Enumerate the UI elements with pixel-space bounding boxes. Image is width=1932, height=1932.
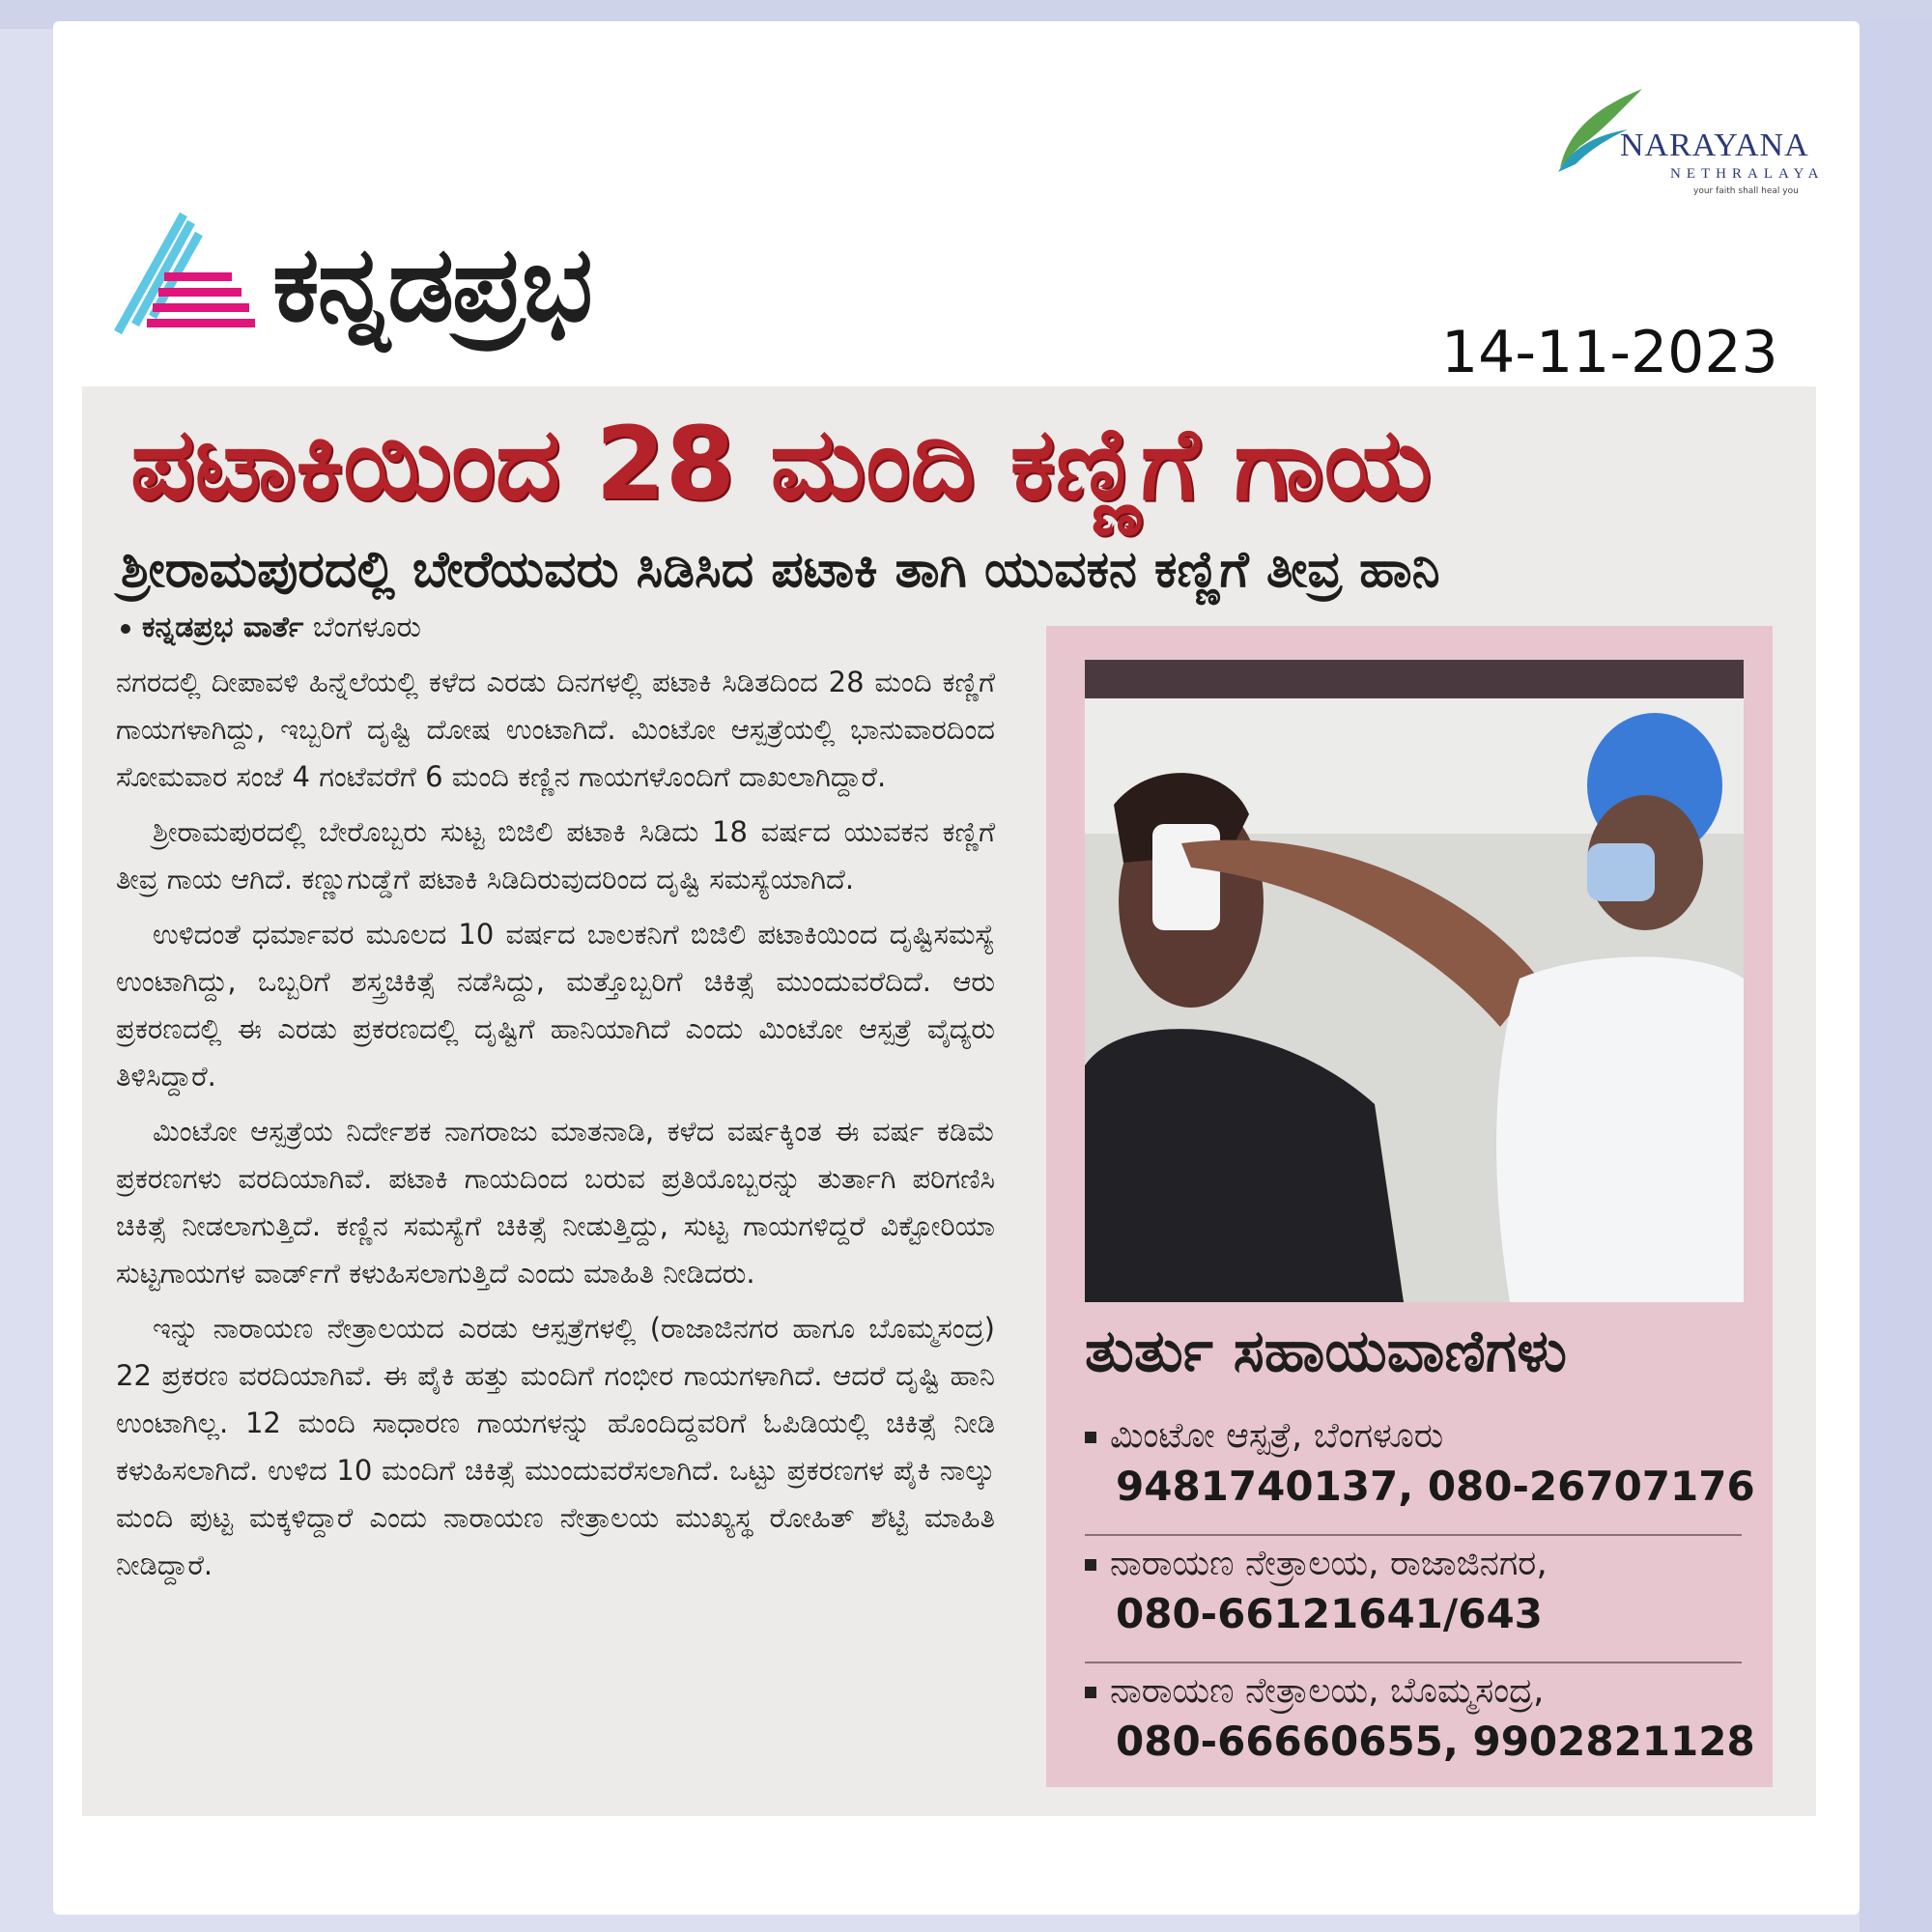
byline-place: ಬೆಂಗಳೂರು (312, 611, 421, 644)
article-paragraph: ನಗರದಲ್ಲಿ ದೀಪಾವಳಿ ಹಿನ್ನೆಲೆಯಲ್ಲಿ ಕಳೆದ ಎರಡು ದಿನಗಳಲ್ಲಿ ಪಟಾಕಿ ಸಿಡಿತದಿಂದ 28 ಮಂದಿ ಕಣ್ಣಿಗೆ ಗಾಯಗಳಾಗಿದ್ದು, ಇಬ್ಬರಿಗೆ ದೃಷ್ಟಿ ದೋಷ ಉಂಟಾಗಿದೆ. ಮಿಂಟೋ ಆಸ್ಪತ್ರೆಯಲ್ಲಿ ಭಾನುವಾರದಿಂದ ಸೋಮವಾರ ಸಂಜೆ 4 ಗಂಟೆವರೆಗೆ 6 ಮಂದಿ ಕಣ್ಣಿನ ಗಾಯಗಳೊಂದಿಗೆ ದಾಖಲಾಗಿದ್ದಾರೆ. (116, 666, 995, 793)
kannada-prabha-logo-icon (114, 209, 267, 336)
square-bullet-icon (1085, 1432, 1096, 1443)
helpline-divider (1085, 1662, 1742, 1663)
article-headline: ಪಟಾಕಿಯಿಂದ 28 ಮಂದಿ ಕಣ್ಣಿಗೆ ಗಾಯ (130, 405, 1432, 523)
helpline-numbers: 080-66660655, 9902821128 (1116, 1718, 1755, 1765)
article-paragraph: ಉಳಿದಂತೆ ಧರ್ಮಾವರ ಮೂಲದ 10 ವರ್ಷದ ಬಾಲಕನಿಗೆ ಬಿಜಿಲಿ ಪಟಾಕಿಯಿಂದ ದೃಷ್ಟಿಸಮಸ್ಯೆ ಉಂಟಾಗಿದ್ದು, ಒಬ್ಬರಿಗೆ ಶಸ್ತ್ರಚಿಕಿತ್ಸೆ ನಡೆಸಿದ್ದು, ಮತ್ತೊಬ್ಬರಿಗೆ ಚಿಕಿತ್ಸೆ ಮುಂದುವರೆದಿದೆ. ಆರು ಪ್ರಕರಣದಲ್ಲಿ ಈ ಎರಡು ಪ್ರಕರಣದಲ್ಲಿ ದೃಷ್ಟಿಗೆ ಹಾನಿಯಾಗಿದೆ ಎಂದು ಮಿಂಟೋ ಆಸ್ಪತ್ರೆ ವೈದ್ಯರು ತಿಳಿಸಿದ್ದಾರೆ. (116, 918, 995, 1093)
bullet-icon (121, 624, 130, 634)
article-body (116, 659, 995, 1597)
article-subheadline: ಶ್ರೀರಾಮಪುರದಲ್ಲಿ ಬೇರೆಯವರು ಸಿಡಿಸಿದ ಪಟಾಕಿ ತಾಗಿ ಯುವಕನ ಕಣ್ಣಿಗೆ ತೀವ್ರ ಹಾನಿ (121, 541, 1440, 599)
newspaper-clipping (82, 386, 1816, 1816)
square-bullet-icon (1085, 1687, 1096, 1698)
helpline-item (1085, 1544, 1742, 1637)
helpline-name: ಮಿಂಟೋ ಆಸ್ಪತ್ರೆ, ಬೆಂಗಳೂರು (1110, 1416, 1444, 1456)
byline-source: ಕನ್ನಡಪ್ರಭ ವಾರ್ತೆ (142, 611, 304, 644)
article-paragraph: ಶ್ರೀರಾಮಪುರದಲ್ಲಿ ಬೇರೊಬ್ಬರು ಸುಟ್ಟ ಬಿಜಿಲಿ ಪಟಾಕಿ ಸಿಡಿದು 18 ವರ್ಷದ ಯುವಕನ ಕಣ್ಣಿಗೆ ತೀವ್ರ ಗಾಯ ಆಗಿದೆ. ಕಣ್ಣುಗುಡ್ಡೆಗೆ ಪಟಾಕಿ ಸಿಡಿದಿರುವುದರಿಂದ ದೃಷ್ಟಿ ಸಮಸ್ಯೆಯಾಗಿದೆ. (116, 815, 995, 895)
square-bullet-icon (1085, 1559, 1096, 1571)
news-photo (1085, 660, 1744, 1302)
helpline-name: ನಾರಾಯಣ ನೇತ್ರಾಲಯ, ರಾಜಾಜಿನಗರ, (1110, 1544, 1548, 1583)
background-band-right (1860, 19, 1932, 1932)
publication-date: 14-11-2023 (1441, 319, 1778, 386)
narayana-nethralaya-logo (1550, 79, 1831, 205)
article-paragraph: ಮಿಂಟೋ ಆಸ್ಪತ್ರೆಯ ನಿರ್ದೇಶಕ ನಾಗರಾಜು ಮಾತನಾಡಿ, ಕಳೆದ ವರ್ಷಕ್ಕಿಂತ ಈ ವರ್ಷ ಕಡಿಮೆ ಪ್ರಕರಣಗಳು ವರದಿಯಾಗಿವೆ. ಪಟಾಕಿ ಗಾಯದಿಂದ ಬರುವ ಪ್ರತಿಯೊಬ್ಬರನ್ನು ತುರ್ತಾಗಿ ಪರಿಗಣಿಸಿ ಚಿಕಿತ್ಸೆ ನೀಡಲಾಗುತ್ತಿದೆ. ಕಣ್ಣಿನ ಸಮಸ್ಯೆಗೆ ಚಿಕಿತ್ಸೆ ನೀಡುತ್ತಿದ್ದು, ಸುಟ್ಟ ಗಾಯಗಳಿದ್ದರೆ ವಿಕ್ಟೋರಿಯಾ ಸುಟ್ಟಗಾಯಗಳ ವಾರ್ಡ್‌ಗೆ ಕಳುಹಿಸಲಾಗುತ್ತಿದೆ ಎಂದು ಮಾಹಿತಿ ನೀಡಿದರು. (116, 1115, 995, 1290)
helpline-box (1046, 626, 1773, 1787)
logo-subname: NETHRALAYA (1670, 166, 1825, 182)
helpline-name: ನಾರಾಯಣ ನೇತ್ರಾಲಯ, ಬೊಮ್ಮಸಂದ್ರ, (1110, 1671, 1545, 1711)
helpline-item (1085, 1671, 1755, 1765)
helpline-title: ತುರ್ತು ಸಹಾಯವಾಣಿಗಳು (1085, 1318, 1567, 1385)
helpline-divider (1085, 1534, 1742, 1536)
helpline-numbers: 9481740137, 080-26707176 (1116, 1463, 1755, 1510)
helpline-numbers: 080-66121641/643 (1116, 1590, 1543, 1637)
logo-name: NARAYANA (1620, 128, 1809, 163)
helpline-item (1085, 1416, 1755, 1510)
logo-tagline: your faith shall heal you (1693, 186, 1799, 196)
article-paragraph: ಇನ್ನು ನಾರಾಯಣ ನೇತ್ರಾಲಯದ ಎರಡು ಆಸ್ಪತ್ರೆಗಳಲ್ಲಿ (ರಾಜಾಜಿನಗರ ಹಾಗೂ ಬೊಮ್ಮಸಂದ್ರ) 22 ಪ್ರಕರಣ ವರದಿಯಾಗಿವೆ. ಈ ಪೈಕಿ ಹತ್ತು ಮಂದಿಗೆ ಗಂಭೀರ ಗಾಯಗಳಾಗಿದೆ. ಆದರೆ ದೃಷ್ಟಿ ಹಾನಿ ಉಂಟಾಗಿಲ್ಲ. 12 ಮಂದಿ ಸಾಧಾರಣ ಗಾಯಗಳನ್ನು ಹೊಂದಿದ್ದವರಿಗೆ ಓಪಿಡಿಯಲ್ಲಿ ಚಿಕಿತ್ಸೆ ನೀಡಿ ಕಳುಹಿಸಲಾಗಿದೆ. ಉಳಿದ 10 ಮಂದಿಗೆ ಚಿಕಿತ್ಸೆ ಮುಂದುವರೆಸಲಾಗಿದೆ. ಒಟ್ಟು ಪ್ರಕರಣಗಳ ಪೈಕಿ ನಾಲ್ಕು ಮಂದಿ ಪುಟ್ಟ ಮಕ್ಕಳಿದ್ದಾರೆ ಎಂದು ನಾರಾಯಣ ನೇತ್ರಾಲಯ ಮುಖ್ಯಸ್ಥ ರೋಹಿತ್ ಶೆಟ್ಟಿ ಮಾಹಿತಿ ನೀಡಿದ್ದಾರೆ. (116, 1312, 995, 1581)
article-byline (121, 611, 421, 644)
newspaper-name: ಕನ್ನಡಪ್ರಭ (272, 224, 591, 345)
